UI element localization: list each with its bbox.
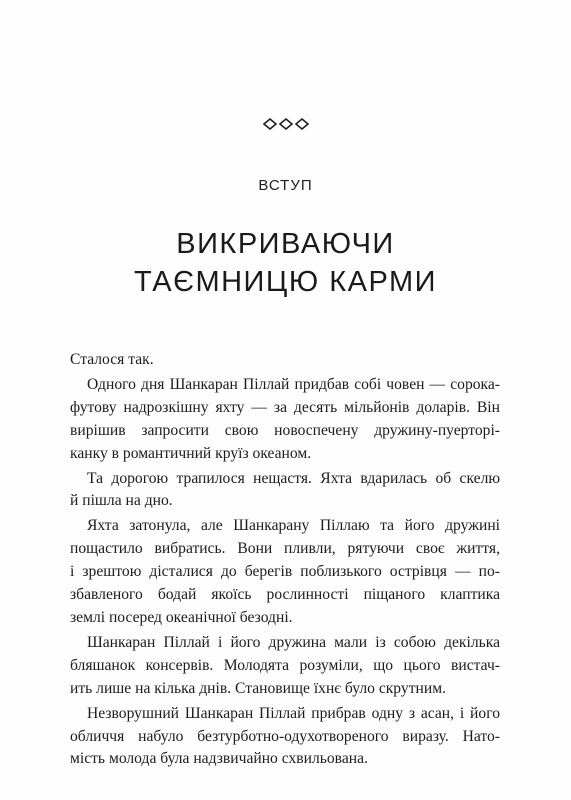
text-line: ить лише на кілька днів. Становище їхнє було скрутним.: [70, 679, 446, 697]
text-line: Шанкаран Піллай і його дружина мали із собою декілька: [87, 633, 500, 651]
paragraph: [70, 468, 500, 514]
text-line: футову надрозкішну яхту — за десять мільйонів доларів. Він: [70, 398, 500, 416]
text-line: пощастило вибратись. Вони пливли, рятуючи своє життя,: [70, 540, 500, 558]
text-line: й пішла на дно.: [70, 492, 173, 510]
text-line: обличчя набуло безтурботно-одухотвореного виразу. Нато-: [70, 727, 500, 745]
text-line: Яхта затонула, але Шанкарану Піллаю та його дружині: [87, 517, 500, 535]
chapter-title: [0, 225, 571, 301]
paragraph: [70, 515, 500, 630]
paragraph: [70, 349, 500, 372]
text-line: мість молода була надзвичайно схвильована.: [70, 750, 368, 768]
body-text: [70, 349, 500, 773]
text-line: збавленого бодай якоїсь рослинності піщаного клаптика: [70, 586, 500, 604]
diamond-ornament: [0, 118, 571, 130]
chapter-title-line-2: ТАЄМНИЦЮ КАРМИ: [134, 266, 437, 298]
text-line: Одного дня Шанкаран Піллай придбав собі човен — сорока-: [87, 375, 500, 393]
text-line: Та дорогою трапилося нещастя. Яхта вдарилась об скелю: [87, 469, 500, 487]
text-line: Сталося так.: [70, 351, 154, 368]
diamond-ornament-icon: [263, 118, 309, 130]
paragraph: [70, 632, 500, 701]
section-label: ВСТУП: [258, 177, 313, 194]
text-line: землі посеред океанічної безодні.: [70, 608, 293, 626]
chapter-title-line-1: ВИКРИВАЮЧИ: [176, 228, 395, 260]
text-line: і зрештою дісталися до берегів поблизького острівця — по-: [70, 563, 500, 581]
text-line: канку в романтичний круїз океаном.: [70, 444, 312, 462]
text-line: Незворушний Шанкаран Піллай прибрав одну з асан, і його: [87, 704, 500, 722]
text-line: бляшанок консервів. Молодята розуміли, що цього вистач-: [70, 656, 500, 674]
text-line: вирішив запросити свою новоспечену дружину-пуерторі-: [70, 421, 500, 439]
paragraph: [70, 374, 500, 466]
paragraph: [70, 703, 500, 772]
